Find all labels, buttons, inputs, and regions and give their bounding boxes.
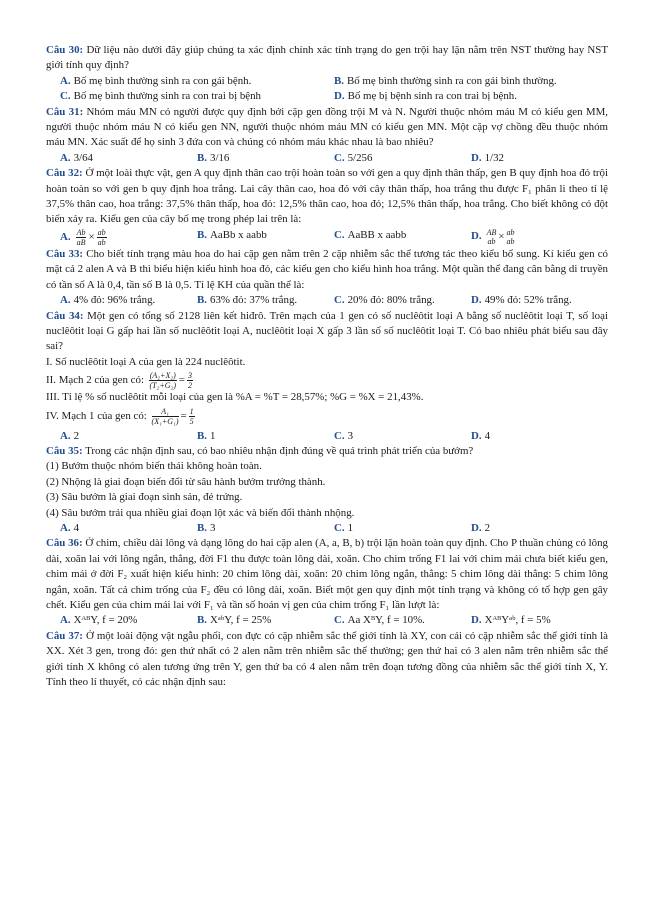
question-number: Câu 36: <box>46 537 83 550</box>
option-a[interactable] <box>60 613 197 628</box>
question-32 <box>46 166 608 247</box>
genotype-fraction <box>76 228 87 247</box>
option-text: 49% đỏ: 52% trắng. <box>484 294 572 307</box>
option-a[interactable] <box>60 74 334 89</box>
option-text: 63% đỏ: 37% trắng. <box>210 294 298 307</box>
option-text: 3/16 <box>210 151 230 164</box>
option-text: 20% đỏ: 80% trắng. <box>347 294 435 307</box>
option-a[interactable] <box>60 293 197 308</box>
question-text: Ở một loài động vật ngẫu phối, con đực có cặp nhiễm sắc thể giới tính là XY, con cái có cặp nhiễm sắc thể giới tính là XX. Xét 3 gen, trong đó: gen thứ nhất có 2 alen nằm trên nhiễm sắc thể thường; gen thứ hai có 3 alen nằm trên nhiễm sắc thể giới tính X không có alen tương ứng trên Y, gen thứ ba có 4 alen nằm trên đoạn tương đồng của nhiễm sắc thể giới tính X, Y. Tính theo lí thuyết, có các nhận định sau: <box>46 629 609 689</box>
fraction-denominator: 2 <box>187 381 192 391</box>
option-text: 3/64 <box>73 151 93 164</box>
question-number: Câu 32: <box>46 167 83 180</box>
fraction-numerator: Ab <box>76 227 86 237</box>
option-a[interactable] <box>60 151 197 166</box>
option-d[interactable] <box>471 613 608 628</box>
option-a[interactable] <box>60 228 197 247</box>
option-c[interactable] <box>334 429 471 444</box>
cross-sign: × <box>88 230 95 243</box>
option-text: 3 <box>210 521 216 534</box>
option-label: A. <box>60 429 71 442</box>
statement-4 <box>46 406 608 426</box>
option-label: C. <box>334 521 345 534</box>
option-a[interactable] <box>60 521 197 536</box>
option-d[interactable] <box>471 151 608 166</box>
option-text: 4% đỏ: 96% trắng. <box>73 294 156 307</box>
option-a[interactable] <box>60 429 197 444</box>
question-number: Câu 33: <box>46 247 84 260</box>
option-b[interactable] <box>197 613 334 628</box>
ratio-value <box>187 371 193 390</box>
list-item: (1) Bướm thuộc nhóm biến thái không hoàn toàn. <box>46 460 262 473</box>
question-text: Cho biết tính trạng màu hoa do hai cặp gen nằm trên 2 cặp nhiễm sắc thể tương tác theo kiểu bổ sung. Kí kiểu gen có mặt cả 2 alen A và B thì biểu hiện kiểu hình hoa đỏ, các kiểu gen cho kiểu hình hoa trắng. Một quần thể đang cân bằng di truyền có tần số A là 0,4, tần số B là 0,5. Tỉ lệ KH của quần thể là: <box>46 247 608 291</box>
option-label: A. <box>60 521 71 534</box>
option-b[interactable] <box>197 151 334 166</box>
option-b[interactable] <box>197 293 334 308</box>
statement-1: I. Số nuclêôtit loại A của gen là 224 nuclêôtit. <box>46 355 246 368</box>
question-33 <box>46 247 608 309</box>
fraction-denominator: (T₂+G₂) <box>149 381 176 391</box>
option-text: Bố mẹ bình thường sinh ra con trai bị bệnh <box>73 90 261 103</box>
option-b[interactable] <box>197 521 334 536</box>
option-c[interactable] <box>334 228 471 243</box>
question-30 <box>46 43 608 105</box>
option-c[interactable] <box>334 521 471 536</box>
option-b[interactable] <box>334 74 608 89</box>
option-label: B. <box>197 429 207 442</box>
options <box>46 293 608 308</box>
question-text: Một gen có tổng số 2128 liên kết hiđrô. Trên mạch của 1 gen có số nuclêôtit loại A bằng số nuclêôtit loại T, số loại nuclêôtit loại G gấp hai lần số nuclêôtit loại A, nuclêôtit loại X gấp 3 lần số số nuclêôtit loại T. Có bao nhiêu phát biểu sau đây sai? <box>46 309 608 353</box>
question-text: Trong các nhận định sau, có bao nhiêu nhận định đúng về quá trình phát triển của bướm? <box>85 444 474 457</box>
option-d[interactable] <box>471 293 608 308</box>
option-label: B. <box>334 74 344 87</box>
option-b[interactable] <box>197 228 334 243</box>
question-number: Câu 31: <box>46 105 84 118</box>
option-text: XᴬᴮY, f = 20% <box>73 614 138 627</box>
option-label: B. <box>197 521 207 534</box>
option-label: C. <box>334 151 345 164</box>
question-31 <box>46 105 608 167</box>
fraction-numerator: (A₂+X₂) <box>149 371 176 381</box>
option-label: D. <box>471 294 482 307</box>
list-item: (4) Sâu bướm trải qua nhiều giai đoạn lột xác và biến đổi thành nhộng. <box>46 506 355 519</box>
option-label: A. <box>60 230 71 243</box>
option-label: C. <box>334 294 345 307</box>
question-number: Câu 37: <box>46 629 83 642</box>
option-label: D. <box>334 90 345 103</box>
genotype-fraction <box>487 228 497 246</box>
list-item: (2) Nhộng là giai đoạn biến đổi từ sâu hành bướm trưởng thành. <box>46 475 326 488</box>
fraction-denominator: (X₁+G₁) <box>151 416 179 426</box>
option-d[interactable] <box>471 429 608 444</box>
option-label: D. <box>471 614 482 627</box>
option-text: Bố mẹ bị bệnh sinh ra con trai bị bệnh. <box>347 90 517 103</box>
fraction-denominator: 5 <box>189 416 194 426</box>
ratio-fraction <box>152 407 179 426</box>
list-item: (3) Sâu bướm là giai đoạn sinh sản, đẻ trứng. <box>46 491 243 504</box>
options <box>46 228 608 247</box>
option-label: C. <box>334 614 345 627</box>
option-d[interactable] <box>471 521 608 536</box>
fraction-denominator: ab <box>487 236 496 246</box>
option-label: D. <box>471 230 482 243</box>
option-label: B. <box>197 151 207 164</box>
fraction-numerator: ab <box>97 227 106 237</box>
option-text: AaBB x aabb <box>347 228 407 241</box>
fraction-numerator: A₁ <box>152 407 179 417</box>
option-text: 1/32 <box>484 151 504 164</box>
option-text: AaBb x aabb <box>210 228 267 241</box>
fraction-denominator: aB <box>76 237 86 247</box>
exam-page <box>46 43 608 690</box>
option-label: A. <box>60 151 71 164</box>
option-label: C. <box>334 429 345 442</box>
question-36 <box>46 536 608 628</box>
option-text: XᵃᵇY, f = 25% <box>210 614 272 627</box>
options <box>46 613 608 628</box>
statement-text: IV. Mạch 1 của gen có: <box>46 409 147 422</box>
options <box>46 429 608 444</box>
option-text: Bố mẹ bình thường sinh ra con gái bệnh. <box>73 74 252 87</box>
ratio-fraction <box>149 371 177 390</box>
statement-2 <box>46 370 608 390</box>
option-text: 3 <box>347 429 354 442</box>
question-text: Dữ liệu nào dưới đây giúp chúng ta xác định chính xác tính trạng do gen trội hay lặn nằm trên NST thường hay NST giới tính quy định? <box>46 44 608 72</box>
genotype-fraction <box>507 228 515 246</box>
option-text: Bố mẹ bình thường sinh ra con gái bình thường. <box>347 74 557 87</box>
option-c[interactable] <box>334 613 471 628</box>
option-c[interactable] <box>60 89 334 104</box>
equals-sign: = <box>180 409 187 422</box>
options <box>46 74 608 105</box>
fraction-denominator: ab <box>506 236 515 246</box>
equals-sign: = <box>178 374 185 387</box>
option-label: A. <box>60 614 71 627</box>
ratio-value <box>189 407 195 426</box>
statement-3: III. Tỉ lệ % số nuclêôtit mỗi loại của gen là %A = %T = 28,57%; %G = %X = 21,43%. <box>46 391 424 404</box>
option-c[interactable] <box>334 151 471 166</box>
option-text: 2 <box>484 521 491 534</box>
option-text: Aa XᴮY, f = 10%. <box>347 614 425 627</box>
question-text: Ở một loài thực vật, gen A quy định thân cao trội hoàn toàn so với gen a quy định thân thấp, gen B quy định hoa đỏ trội hoàn toàn so với gen b quy định hoa trắng. Lai cây thân cao, hoa đỏ với cây thân thấp, hoa trắng thu được F₁ phân li theo tỉ lệ 37,5% thân cao, hoa trắng: 37,5% thân thấp, hoa đỏ: 12,5% thân cao, hoa đỏ; 12,5% thân thấp, hoa trắng. Cho biết không có đột biến xảy ra. Kiểu gen của cây bố mẹ trong phép lai trên là: <box>46 167 609 226</box>
option-label: C. <box>60 90 71 103</box>
option-label: A. <box>60 74 71 87</box>
option-label: D. <box>471 521 482 534</box>
question-number: Câu 35: <box>46 444 83 457</box>
question-37 <box>46 629 608 691</box>
option-c[interactable] <box>334 293 471 308</box>
question-text: Nhóm máu MN có người được quy định bởi cặp gen đồng trội M và N. Người thuộc nhóm máu M có kiểu gen MM, người thuộc nhóm máu N có kiểu gen NN, người thuộc nhóm máu MN có kiểu gen MN. Một cặp vợ chồng đều thuộc nhóm máu MN. Xác suất để họ sinh 3 đứa con và chúng có nhóm máu khác nhau là bao nhiêu? <box>46 105 608 149</box>
option-label: B. <box>197 614 207 627</box>
question-text: Ở chim, chiều dài lông và dạng lông do hai cặp alen (A, a, B, b) trội lặn hoàn toàn quy định. Cho P thuần chủng có lông dài, xoăn lai với lông ngắn, thẳng, đời F1 thu được toàn lông dài, xoăn. Cho chim trống F1 lai với chim mái chưa biết kiểu gen, chim mái ở đời F₂ xuất hiện kiểu hình: 20 chim lông dài, xoăn: 20 chim lông ngắn, thẳng: 5 chim lông dài thẳng: 5 chim lông ngắn, xoăn. Tất cả chim trống của F₂ đều có lông dài, xoăn. Biết một gen quy định một tính trạng và không có tổ hợp gen gây chết. Kiểu gen của chim mái lai với F₁ và tần số hoán vị gen của chim trống F₁ lần lượt là: <box>46 537 608 611</box>
option-text: 5/256 <box>347 151 373 164</box>
option-text: XᴬᴮYᵃᵇ, f = 5% <box>484 614 551 627</box>
option-text: 2 <box>73 429 80 442</box>
statement-text: II. Mạch 2 của gen có: <box>46 374 144 387</box>
cross-sign: × <box>498 230 505 243</box>
question-number: Câu 34: <box>46 309 84 322</box>
option-d[interactable] <box>334 89 608 104</box>
option-label: D. <box>471 151 482 164</box>
option-b[interactable] <box>197 429 334 444</box>
fraction-denominator: ab <box>97 237 106 247</box>
option-label: D. <box>471 429 482 442</box>
question-number: Câu 30: <box>46 44 84 56</box>
option-text: 4 <box>484 429 491 442</box>
fraction-numerator: 3 <box>187 371 192 381</box>
fraction-numerator: 1 <box>189 406 194 416</box>
fraction-numerator: ab <box>506 227 515 237</box>
options <box>46 151 608 166</box>
option-label: B. <box>197 294 207 307</box>
fraction-numerator: AB <box>486 227 497 237</box>
option-text: 1 <box>210 429 216 442</box>
option-label: B. <box>197 228 207 241</box>
question-34 <box>46 309 608 444</box>
genotype-fraction <box>97 228 107 247</box>
options <box>46 521 608 536</box>
option-label: C. <box>334 228 345 241</box>
option-d[interactable] <box>471 228 608 246</box>
option-text: 1 <box>347 521 354 534</box>
option-text: 4 <box>73 521 80 534</box>
option-label: A. <box>60 294 71 307</box>
question-35 <box>46 444 608 536</box>
